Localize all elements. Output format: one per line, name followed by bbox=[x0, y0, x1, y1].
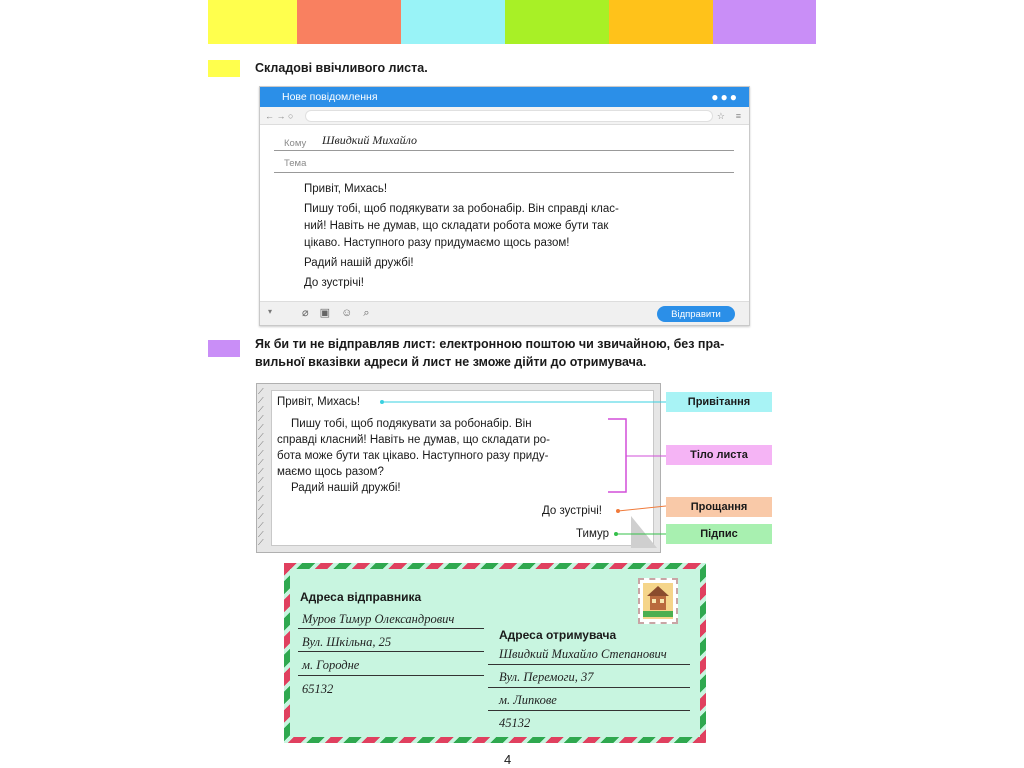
recipient-postcode: 45132 bbox=[499, 716, 531, 730]
window-dots-icon[interactable]: ●●● bbox=[711, 90, 739, 104]
body-bracket bbox=[608, 419, 666, 492]
address-line bbox=[298, 675, 484, 676]
greeting-connector bbox=[380, 400, 666, 404]
house-window bbox=[660, 599, 664, 603]
email-body-line: цікаво. Наступного разу придумаємо щось разом! bbox=[304, 237, 570, 249]
star-icon[interactable]: ☆ bbox=[716, 111, 725, 121]
address-line bbox=[488, 687, 690, 688]
address-line bbox=[298, 628, 484, 629]
grass bbox=[643, 611, 673, 617]
letter-body-line: бота може бути так цікаво. Наступного разу приду- bbox=[277, 450, 549, 462]
recipient-label: Адреса отримувача bbox=[499, 628, 617, 642]
stamp-background bbox=[643, 583, 673, 619]
section1-heading: Складові ввічливого листа. bbox=[255, 61, 428, 75]
tag-signature: Підпис bbox=[666, 524, 772, 544]
email-greeting: Привіт, Михась! bbox=[304, 183, 388, 195]
address-line bbox=[488, 664, 690, 665]
letter-wish: Радий нашій дружбі! bbox=[291, 482, 401, 494]
section2-heading-line: вильної вказівки адреси й лист не зможе дійти до отримувача. bbox=[255, 355, 647, 369]
letter-farewell: До зустрічі! bbox=[542, 505, 602, 517]
letter-body-line: справді класний! Навіть не думав, що складати ро- bbox=[277, 434, 551, 446]
sender-name: Муров Тимур Олександрович bbox=[302, 612, 455, 626]
email-title: Нове повідомлення bbox=[282, 91, 378, 103]
subject-label: Тема bbox=[284, 158, 307, 169]
attachment-tools-icon[interactable]: ⌀ ▣ ☺ ⌕ bbox=[302, 307, 374, 319]
email-farewell: До зустрічі! bbox=[304, 277, 364, 289]
house-roof bbox=[647, 586, 669, 596]
tag-greeting: Привітання bbox=[666, 392, 772, 412]
to-label: Кому bbox=[284, 138, 307, 149]
spiral-binding-icon: ⟋ ⟋ ⟋ ⟋ ⟋ ⟋ ⟋ ⟋ ⟋ ⟋ ⟋ ⟋ ⟋ ⟋ ⟋ ⟋ ⟋ ⟋ bbox=[258, 388, 264, 548]
letter-body-line: Пишу тобі, щоб подякувати за робонабір. Він bbox=[291, 418, 532, 430]
farewell-connector bbox=[616, 506, 666, 513]
house-body bbox=[650, 596, 666, 610]
sender-postcode: 65132 bbox=[302, 682, 334, 696]
tag-farewell: Прощання bbox=[666, 497, 772, 517]
format-caret-icon[interactable]: ▾ bbox=[268, 307, 273, 316]
letter-greeting: Привіт, Михась! bbox=[277, 396, 361, 408]
section2-heading-line: Як би ти не відправляв лист: електронною поштою чи звичайною, без пра- bbox=[255, 337, 725, 351]
menu-icon[interactable]: ≡ bbox=[735, 111, 741, 121]
tag-body: Тіло листа bbox=[666, 445, 772, 465]
sender-street: Вул. Шкільна, 25 bbox=[302, 635, 392, 649]
stamp-icon bbox=[638, 578, 678, 624]
email-body-line: Пишу тобі, щоб подякувати за робонабір. Він справді клас- bbox=[304, 203, 619, 215]
letter-signature: Тимур bbox=[576, 528, 609, 540]
recipient-street: Вул. Перемоги, 37 bbox=[499, 670, 594, 684]
house-window bbox=[652, 599, 656, 603]
recipient-city: м. Липкове bbox=[499, 693, 557, 707]
address-line bbox=[488, 710, 690, 711]
send-button[interactable]: Відправити bbox=[657, 306, 735, 322]
letter-body-line: маємо щось разом? bbox=[277, 466, 384, 478]
to-field[interactable]: Швидкий Михайло bbox=[322, 133, 417, 147]
signature-connector bbox=[614, 532, 666, 536]
address-line bbox=[298, 651, 484, 652]
page-number: 4 bbox=[504, 752, 512, 767]
nav-arrows-icon[interactable]: ← → ○ bbox=[265, 111, 294, 121]
email-body-line: ний! Навіть не думав, що складати робота може бути так bbox=[304, 220, 609, 232]
sender-city: м. Городне bbox=[302, 658, 360, 672]
email-wish: Радий нашій дружбі! bbox=[304, 257, 414, 269]
sender-label: Адреса відправника bbox=[300, 590, 422, 604]
recipient-name: Швидкий Михайло Степанович bbox=[499, 647, 667, 661]
